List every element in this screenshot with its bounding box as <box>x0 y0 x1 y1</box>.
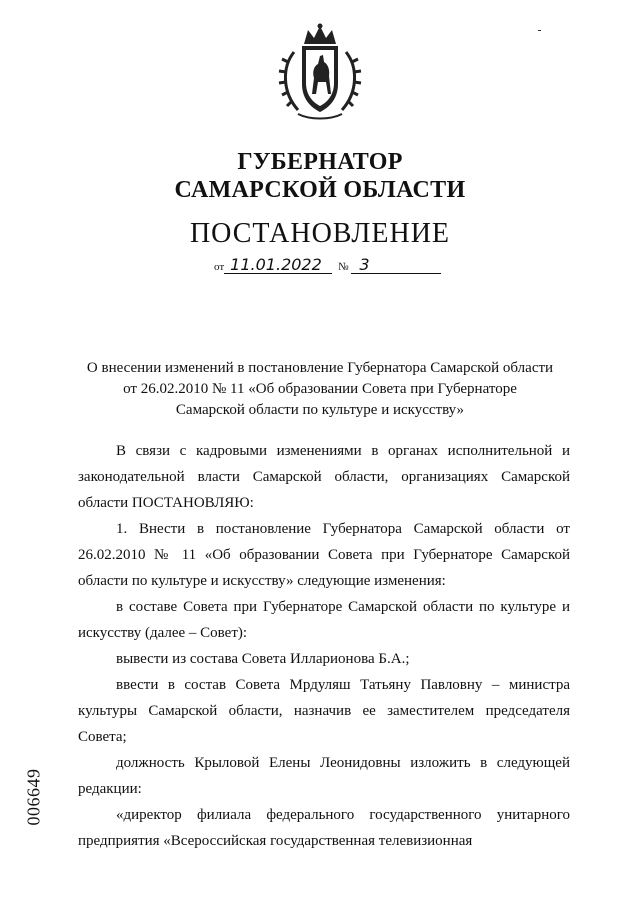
issuer-title-line2: САМАРСКОЙ ОБЛАСТИ <box>174 177 466 203</box>
body-paragraph: ввести в состав Совета Мрдуляш Татьяну Павловну – министра культуры Самарской области, назначив ее заместителем председателя Совета; <box>78 677 570 745</box>
coat-of-arms-emblem <box>274 22 366 122</box>
body-paragraph: «директор филиала федерального государственного унитарного предприятия «Всероссийская государственная телевизионная <box>78 807 570 849</box>
serial-number: 006649 <box>23 768 44 826</box>
body-paragraph: должность Крыловой Елены Леонидовны изложить в следующей редакции: <box>78 755 570 797</box>
date-number-line <box>214 256 441 274</box>
scan-dot <box>538 30 541 31</box>
subject-line: от 26.02.2010 № 11 «Об образовании Совета при Губернаторе <box>123 381 517 397</box>
subject-line: О внесении изменений в постановление Губернатора Самарской области <box>86 360 554 376</box>
document-type-title: ПОСТАНОВЛЕНИЕ <box>189 218 451 249</box>
number-sign-label: № <box>338 261 349 273</box>
date-prefix-label: от <box>214 261 225 273</box>
body-paragraph: в составе Совета при Губернаторе Самарской области по культуре и искусству (далее – Совет): <box>78 599 570 641</box>
body-paragraph: вывести из состава Совета Илларионова Б.А.; <box>116 651 410 667</box>
handwritten-number: 3 <box>351 256 441 274</box>
subject-line: Самарской области по культуре и искусству» <box>175 402 465 418</box>
body-paragraph: В связи с кадровыми изменениями в органах исполнительной и законодательной власти Самарской области, организациях Самарской области ПОСТАНОВЛЯЮ: <box>78 443 570 511</box>
handwritten-date: 11.01.2022 <box>224 256 332 274</box>
serial-number-stamp <box>24 755 44 839</box>
issuer-title-line1: ГУБЕРНАТОР <box>237 149 403 175</box>
body-paragraph: 1. Внести в постановление Губернатора Самарской области от 26.02.2010 № 11 «Об образовании Совета при Губернаторе Самарской области по культуре и искусству» следующие изменения: <box>78 521 570 589</box>
document-subject <box>60 358 580 421</box>
document-body <box>78 438 570 854</box>
